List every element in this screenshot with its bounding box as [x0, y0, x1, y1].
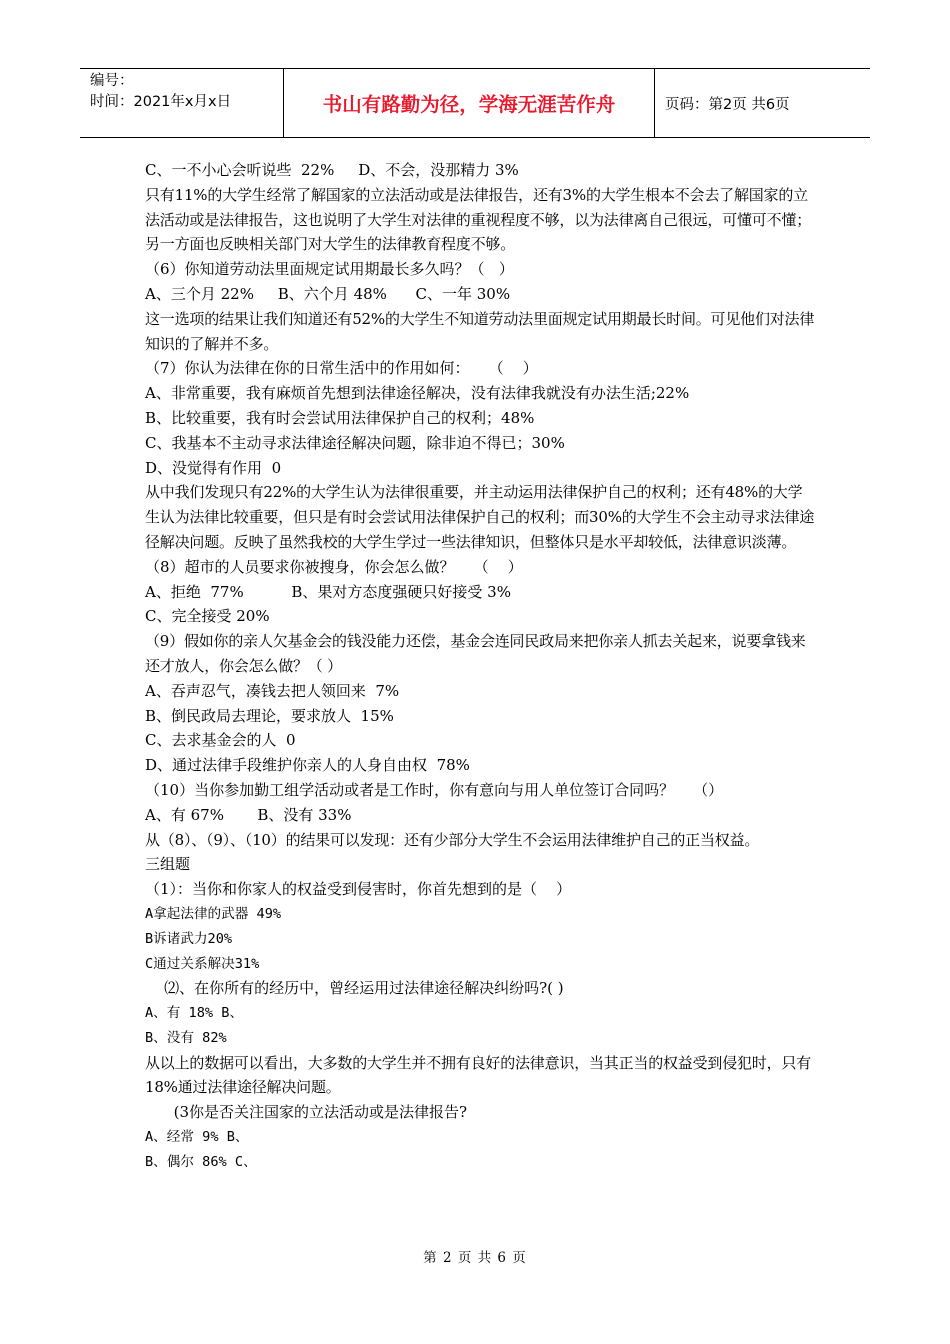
date-label: 时间：2021年x月x日	[90, 94, 232, 110]
question: （8）超市的人员要求你被搜身，你会怎么做？ （ ）	[145, 557, 523, 576]
serial-label: 编号：	[90, 73, 134, 89]
question: （7）你认为法律在你的日常生活中的作用如何： （ ）	[145, 359, 538, 378]
text-line: C、一不小心会听说些 22% D、不会，没那精力 3%	[145, 161, 519, 179]
answer-option: C、去求基金会的人 0	[145, 731, 296, 750]
answer-option: B、倒民政局去理论，要求放人 15%	[145, 706, 394, 725]
question: （1）：当你和你家人的权益受到侵害时，你首先想到的是（ ）	[145, 880, 572, 899]
answer-option: C通过关系解决31%	[145, 955, 260, 972]
answer-option: A、有 18% B、	[145, 1005, 244, 1022]
answer-option: C、完全接受 20%	[145, 607, 270, 626]
answer-option: D、通过法律手段维护你亲人的人身自由权 78%	[145, 756, 470, 775]
paragraph: 只有11%的大学生经常了解国家的立法活动或是法律报告，还有3%的大学生根本不会去了解国家的立法活动或是法律报告，这也说明了大学生对法律的重视程度不够，以为法律离自己很远，可懂可不懂；另一方面也反映相关部门对大学生的法律教育程度不够。	[145, 185, 812, 254]
answer-option: B、偶尔 86% C、	[145, 1153, 257, 1170]
question: （10）当你参加勤工组学活动或者是工作时，你有意向与用人单位签订合同吗？ （）	[145, 780, 724, 799]
answer-option: A、经常 9% B、	[145, 1129, 249, 1146]
answer-options: A、三个月 22% B、六个月 48% C、一年 30%	[145, 284, 511, 303]
answer-options: A、有 67% B、没有 33%	[145, 805, 352, 824]
paragraph: 从中我们发现只有22%的大学生认为法律很重要，并主动运用法律保护自己的权利；还有48%的大学生认为法律比较重要，但只是有时会尝试用法律保护自己的权利；而30%的大学生不会主动寻求法律途径解决问题。反映了虽然我校的大学生学过一些法律知识，但整体只是水平却较低，法律意识淡薄。	[145, 483, 815, 551]
paragraph: 从以上的数据可以看出，大多数的大学生并不拥有良好的法律意识，当其正当的权益受到侵犯时，只有18%通过法律途径解决问题。	[145, 1053, 812, 1097]
question: (3你是否关注国家的立法活动或是法律报告?	[145, 1103, 468, 1122]
answer-option: A拿起法律的武器 49%	[145, 905, 282, 922]
answer-option: A、吞声忍气，凑钱去把人领回来 7%	[145, 681, 400, 700]
answer-options: A、拒绝 77% B、果对方态度强硬只好接受 3%	[145, 582, 511, 601]
page-header	[80, 68, 870, 138]
question: （6）你知道劳动法里面规定试用期最长多久吗？（ ）	[145, 260, 514, 279]
answer-option: B、比较重要，我有时会尝试用法律保护自己的权利；48%	[145, 408, 535, 427]
question: （9）假如你的亲人欠基金会的钱没能力还偿，基金会连同民政局来把你亲人抓去关起来，说要拿钱来还才放人，你会怎么做？（ ）	[145, 632, 806, 675]
header-motto: 书山有路勤为径，学海无涯苦作舟	[283, 69, 655, 137]
answer-option: B、没有 82%	[145, 1029, 227, 1046]
paragraph: 这一选项的结果让我们知道还有52%的大学生不知道劳动法里面规定试用期最长时间。可见他们对法律知识的了解并不多。	[145, 309, 815, 353]
answer-option: A、非常重要，我有麻烦首先想到法律途径解决，没有法律我就没有办法生活;22%	[145, 384, 690, 403]
question: ⑵、在你所有的经历中，曾经运用过法律途径解决纠纷吗?( )	[145, 979, 564, 998]
header-meta	[80, 69, 283, 137]
document-body	[145, 158, 815, 1175]
answer-option: D、没觉得有作用 0	[145, 458, 282, 477]
paragraph: 从（8）、（9）、（10）的结果可以发现：还有少部分大学生不会运用法律维护自己的正当权益。	[145, 830, 760, 849]
answer-option: C、我基本不主动寻求法律途径解决问题，除非迫不得已；30%	[145, 433, 565, 452]
answer-option: B诉诸武力20%	[145, 930, 233, 947]
header-page-label: 页码：第2页 共6页	[665, 96, 790, 113]
section-heading: 三组题	[145, 855, 191, 874]
page-footer: 第 2 页 共 6 页	[423, 1250, 527, 1266]
